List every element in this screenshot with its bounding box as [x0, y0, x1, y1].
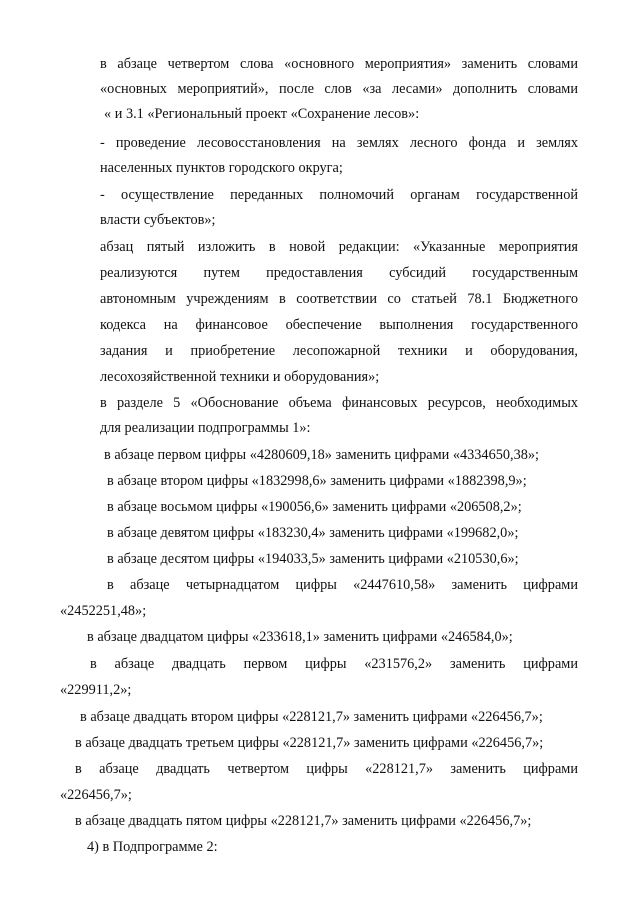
text-line: в разделе 5 «Обоснование объема финансовых ресурсов, необходимых	[100, 395, 578, 411]
text-line: власти субъектов»;	[100, 212, 216, 228]
text-line: лесохозяйственной техники и оборудования»;	[100, 369, 380, 385]
text-line: задания и приобретение лесопожарной техники и оборудования,	[100, 343, 578, 359]
text-line: «226456,7»;	[60, 787, 132, 803]
text-line: реализуются путем предоставления субсидий государственным	[100, 265, 578, 281]
text-line: «основных мероприятий», после слов «за лесами» дополнить словами	[100, 81, 578, 97]
text-line: в абзаце двадцать втором цифры «228121,7» заменить цифрами «226456,7»;	[80, 709, 543, 725]
text-line: в абзаце восьмом цифры «190056,6» заменить цифрами «206508,2»;	[107, 499, 522, 515]
text-line: в абзаце четвертом слова «основного мероприятия» заменить словами	[100, 56, 578, 72]
text-line: «2452251,48»;	[60, 603, 147, 619]
text-line: в абзаце двадцатом цифры «233618,1» заменить цифрами «246584,0»;	[87, 629, 513, 645]
text-line: в абзаце двадцать первом цифры «231576,2» заменить цифрами	[90, 656, 578, 672]
text-line: - осуществление переданных полномочий органам государственной	[100, 187, 578, 203]
text-line: в абзаце двадцать четвертом цифры «228121,7» заменить цифрами	[75, 761, 578, 777]
text-line: в абзаце первом цифры «4280609,18» заменить цифрами «4334650,38»;	[104, 447, 540, 463]
text-line: в абзаце девятом цифры «183230,4» заменить цифрами «199682,0»;	[107, 525, 519, 541]
text-line: 4) в Подпрограмме 2:	[87, 839, 218, 855]
text-line: « и 3.1 «Региональный проект «Сохранение лесов»:	[104, 106, 420, 122]
text-line: кодекса на финансовое обеспечение выполнения государственного	[100, 317, 578, 333]
text-line: абзац пятый изложить в новой редакции: «Указанные мероприятия	[100, 239, 578, 255]
text-line: - проведение лесовосстановления на землях лесного фонда и землях	[100, 135, 578, 151]
text-line: в абзаце двадцать третьем цифры «228121,7» заменить цифрами «226456,7»;	[75, 735, 544, 751]
text-line: автономным учреждениям в соответствии со статьей 78.1 Бюджетного	[100, 291, 578, 307]
text-line: населенных пунктов городского округа;	[100, 160, 343, 176]
text-line: для реализации подпрограммы 1»:	[100, 420, 311, 436]
text-line: в абзаце двадцать пятом цифры «228121,7» заменить цифрами «226456,7»;	[75, 813, 532, 829]
text-line: в абзаце десятом цифры «194033,5» заменить цифрами «210530,6»;	[107, 551, 519, 567]
text-line: в абзаце четырнадцатом цифры «2447610,58» заменить цифрами	[107, 577, 578, 593]
text-line: в абзаце втором цифры «1832998,6» заменить цифрами «1882398,9»;	[107, 473, 527, 489]
text-line: «229911,2»;	[60, 682, 132, 698]
